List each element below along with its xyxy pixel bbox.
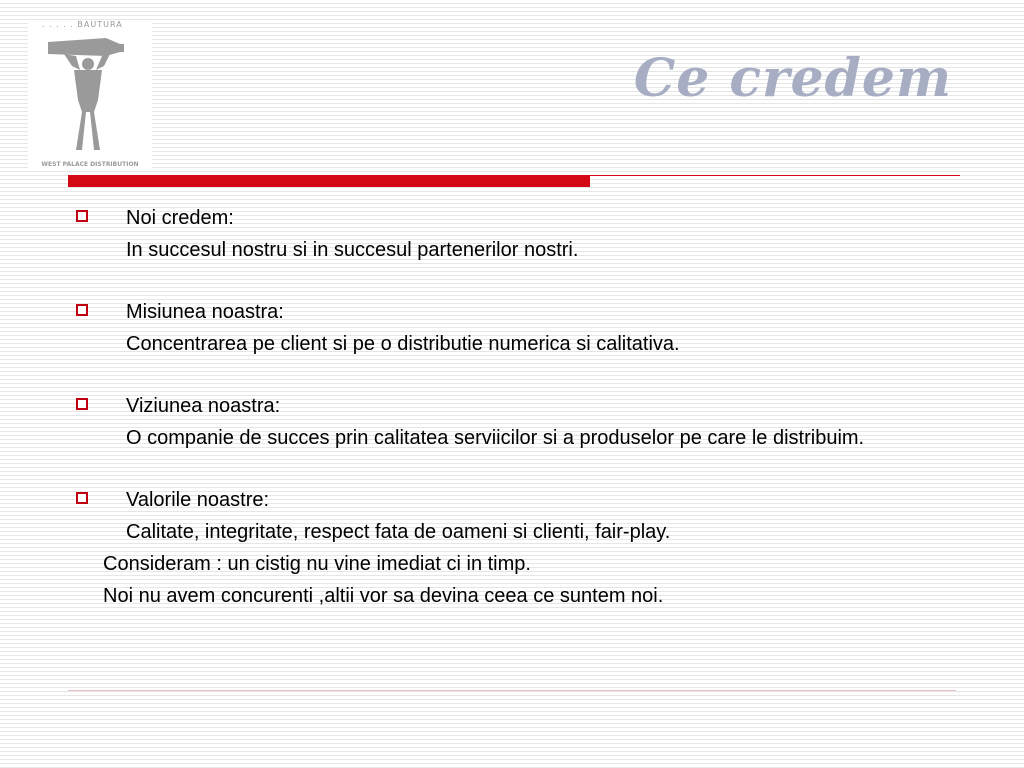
logo-bottom-text: WEST PALACE DISTRIBUTION xyxy=(41,161,139,168)
company-logo xyxy=(28,20,152,170)
list-item xyxy=(76,487,966,545)
slide-title: Ce credem xyxy=(633,48,952,109)
item-heading: Noi credem: xyxy=(126,207,234,229)
list-item xyxy=(76,299,966,357)
logo-top-text: . . . . . BAUTURA xyxy=(42,20,123,29)
item-text: Concentrarea pe client si pe o distributie numerica si calitativa. xyxy=(126,333,680,355)
slide-content xyxy=(76,205,966,609)
item-heading: Misiunea noastra: xyxy=(126,301,284,323)
item-text: In succesul nostru si in succesul partenerilor nostri. xyxy=(126,239,579,261)
square-bullet-icon xyxy=(76,492,88,504)
title-divider-thin xyxy=(590,175,960,176)
square-bullet-icon xyxy=(76,304,88,316)
item-heading: Valorile noastre: xyxy=(126,489,270,511)
bottle-man-logo-icon xyxy=(28,20,152,170)
item-heading: Viziunea noastra: xyxy=(126,395,281,417)
square-bullet-icon xyxy=(76,210,88,222)
square-bullet-icon xyxy=(76,398,88,410)
list-item xyxy=(76,205,966,263)
item-text: O companie de succes prin calitatea serviicilor si a produselor pe care le distribuim. xyxy=(126,427,865,449)
extra-line: Consideram : un cistig nu vine imediat ci in timp. xyxy=(103,553,531,575)
title-divider-thick xyxy=(68,175,590,187)
extra-line: Noi nu avem concurenti ,altii vor sa devina ceea ce suntem noi. xyxy=(103,585,664,607)
item-text: Calitate, integritate, respect fata de oameni si clienti, fair-play. xyxy=(126,521,671,543)
footer-divider xyxy=(68,690,956,691)
list-item xyxy=(76,393,966,451)
